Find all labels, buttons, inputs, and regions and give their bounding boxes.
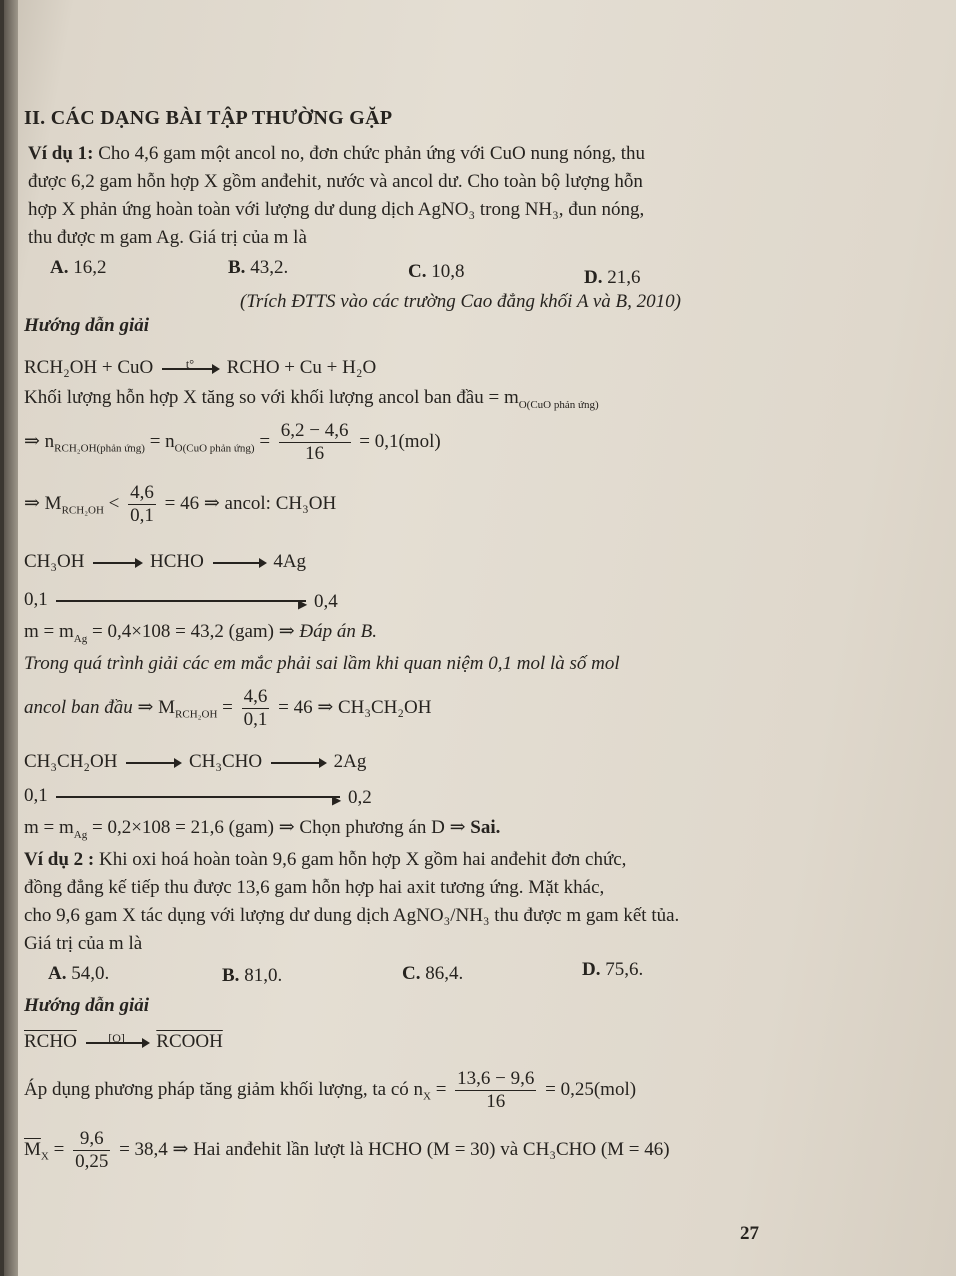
reaction-chain-1: CH₃OH HCHO 4Ag	[24, 551, 307, 572]
mole-calc-2: Áp dụng phương pháp tăng giảm khối lượng, ta có $n_X$ = $\frac{13,6 - 9,6}{16}$ = 0,25(mol)	[24, 1068, 637, 1112]
example-2-label: Ví dụ 2 :	[24, 849, 95, 870]
misconception-calc: ancol ban đầu ⇒ $M_{RCH_2OH}$ = $\frac{4,6}{0,1}$ = 46 ⇒ CH₃CH₂OH	[24, 686, 432, 730]
wrong-verdict: Sai.	[470, 817, 501, 838]
book-binding-shadow	[4, 0, 18, 1276]
section-title: II. CÁC DẠNG BÀI TẬP THƯỜNG GẶP	[24, 107, 393, 129]
reaction-equation: RCH₂OH + CuO t° RCHO + Cu + H₂O	[24, 356, 377, 378]
mole-ratio-left-2: 0,1	[24, 785, 48, 806]
ex2-option-b: B. 81,0.	[222, 965, 283, 986]
moles-calc: ⇒ $n_{RCH_2OH(phản ứng)} = n_{O(CuO phản ứng)}$ = $\frac{6,2 - 4,6}{16}$ = 0,1(mol)	[24, 420, 441, 464]
option-a: A. 16,2	[50, 257, 107, 278]
mole-ratio-arrow-2	[56, 796, 340, 798]
page-number: 27	[740, 1223, 759, 1244]
ex2-option-c: C. 86,4.	[402, 963, 464, 984]
fraction-average-mass: $\frac{9,6}{0,25}$	[75, 1128, 109, 1172]
reaction-chain-2: CH₃CH₂OH CH₃CHO 2Ag	[24, 751, 367, 772]
option-b: B. 43,2.	[228, 257, 289, 278]
example-1-label: Ví dụ 1:	[28, 143, 94, 164]
fraction-wrong-molar-mass: $\frac{4,6}{0,1}$	[243, 686, 268, 730]
book-page: II. CÁC DẠNG BÀI TẬP THƯỜNG GẶP Ví dụ 1: Cho 4,6 gam một ancol no, đơn chức phản ứng với CuO nung nóng, thu được 6,2 gam hỗn hợp X gồm anđehit, nước và ancol dư. Cho toàn bộ lượng hỗn hợp X phản ứng hoàn toàn với lượng dư dung dịch AgNO₃ trong NH₃, đun nóng, thu được m gam Ag. Giá trị của m là A. 16,2 B. 43,2. C. 10,8 D. 21,6 (Trích ĐTTS vào các trường Cao đẳng khối A và B, 2010) Hướng dẫn giải RCH₂OH + CuO t° RCHO + Cu + H₂O Khối lượng hỗn hợp X tăng so với khối lượng ancol ban đầu = $m_{O(CuO phản ứng)}$ ⇒ $n_{RCH_2OH(phản ứng)} = n_{O(CuO phản ứng)}$ = $\frac{6,2 - 4,6}{16}$ = 0,1(mol) ⇒ $M_{RCH_2OH}$ < $\frac{4,6}{0,1}$ = 46 ⇒ ancol: CH₃OH CH₃OH HCHO 4Ag 0,1 ▶ 0,4 $m = m_{Ag} = 0,4\times 108 = 43,2$ (gam) ⇒ Đáp án B. Trong quá trình giải các em mắc phải sai lầm khi quan niệm 0,1 mol là số mol ancol ban đầu ⇒ $M_{RCH_2OH}$ = $\frac{4,6}{0,1}$ = 46 ⇒ CH₃CH₂OH CH₃CH₂OH CH₃CHO 2Ag 0,1 ▶ 0,2 $m = m_{Ag} = 0,2\times 108 = 21,6$ (gam) ⇒ Chọn phương án D ⇒ Sai. Ví dụ 2 : Khi oxi hoá hoàn toàn 9,6 gam hỗn hợp X gồm hai anđehit đơn chức, đồng đẳng kế tiếp thu được 13,6 gam hỗn hợp hai axit tương ứng. Mặt khác, cho 9,6 gam X tác dụng với lượng dư dung dịch AgNO₃/NH₃ thu được m gam kết tủa. Giá trị của m là A. 54,0. B. 81,0. C. 86,4. D. 75,6. Hướng dẫn giải RCHO [O] RCOOH Áp dụng phương pháp tăng giảm khối lượng, ta có $n_X$ = $\frac{13,6 - 9,6}{16}$ = 0,25(mol) $\overline{M}_X$ = $\frac{9,6}{0,25}$ = 38,4 ⇒ Hai anđehit lần lượt là HCHO (M = 30) và CH₃CHO (M = 46) 27	[4, 0, 956, 1276]
average-molar-mass: $\overline{M}_X$ = $\frac{9,6}{0,25}$ = 38,4 ⇒ Hai anđehit lần lượt là HCHO (M = 30) và CH₃CHO (M = 46)	[24, 1128, 670, 1172]
guide-title-1: Hướng dẫn giải	[24, 315, 150, 336]
ex2-option-a: A. 54,0.	[48, 963, 110, 984]
example-2-line-3: cho 9,6 gam X tác dụng với lượng dư dung dịch AgNO₃/NH₃ thu được m gam kết tủa.	[24, 905, 680, 926]
ex2-option-d: D. 75,6.	[582, 959, 644, 980]
molar-mass-calc: ⇒ $M_{RCH_2OH}$ < $\frac{4,6}{0,1}$ = 46 ⇒ ancol: CH₃OH	[24, 482, 337, 526]
example-2-line-4: Giá trị của m là	[24, 933, 143, 954]
mole-ratio-left-1: 0,1	[24, 589, 48, 610]
fraction-moles: $\frac{6,2 - 4,6}{16}$	[280, 420, 349, 464]
example-2-line-1: Ví dụ 2 : Khi oxi hoá hoàn toàn 9,6 gam hỗn hợp X gồm hai anđehit đơn chức,	[24, 849, 627, 870]
answer-b: Đáp án B.	[299, 621, 377, 642]
option-c: C. 10,8	[408, 261, 465, 282]
fraction-molar-mass: $\frac{4,6}{0,1}$	[130, 482, 154, 526]
misconception-note: Trong quá trình giải các em mắc phải sai lầm khi quan niệm 0,1 mol là số mol	[24, 653, 620, 674]
guide-title-2: Hướng dẫn giải	[24, 995, 150, 1016]
example-1-line-4: thu được m gam Ag. Giá trị của m là	[28, 227, 307, 248]
mole-ratio-right-1: 0,4	[314, 591, 338, 612]
reaction-arrow: t°	[162, 368, 218, 370]
example-1-line-3: hợp X phản ứng hoàn toàn với lượng dư dung dịch AgNO₃ trong NH₃, đun nóng,	[28, 199, 645, 220]
option-d: D. 21,6	[584, 267, 641, 288]
mass-result-1: $m = m_{Ag} = 0,4\times 108 = 43,2$ (gam) ⇒ Đáp án B.	[24, 621, 377, 645]
fraction-moles-2: $\frac{13,6 - 9,6}{16}$	[457, 1068, 535, 1112]
oxidation-reaction: RCHO [O] RCOOH	[24, 1030, 223, 1052]
exam-source: (Trích ĐTTS vào các trường Cao đẳng khối A và B, 2010)	[240, 291, 681, 312]
mass-increase-line: Khối lượng hỗn hợp X tăng so với khối lượng ancol ban đầu = $m_{O(CuO phản ứng)}$	[24, 387, 599, 411]
mole-ratio-right-2: 0,2	[348, 787, 372, 808]
mass-result-2: $m = m_{Ag} = 0,2\times 108 = 21,6$ (gam) ⇒ Chọn phương án D ⇒ Sai.	[24, 817, 501, 841]
example-1-line-2: được 6,2 gam hỗn hợp X gồm anđehit, nước và ancol dư. Cho toàn bộ lượng hỗn	[28, 171, 643, 192]
example-2-line-2: đồng đẳng kế tiếp thu được 13,6 gam hỗn hợp hai axit tương ứng. Mặt khác,	[24, 877, 605, 898]
example-1-line-1: Ví dụ 1: Cho 4,6 gam một ancol no, đơn chức phản ứng với CuO nung nóng, thu	[28, 143, 645, 164]
mole-ratio-arrow-1	[56, 600, 306, 602]
